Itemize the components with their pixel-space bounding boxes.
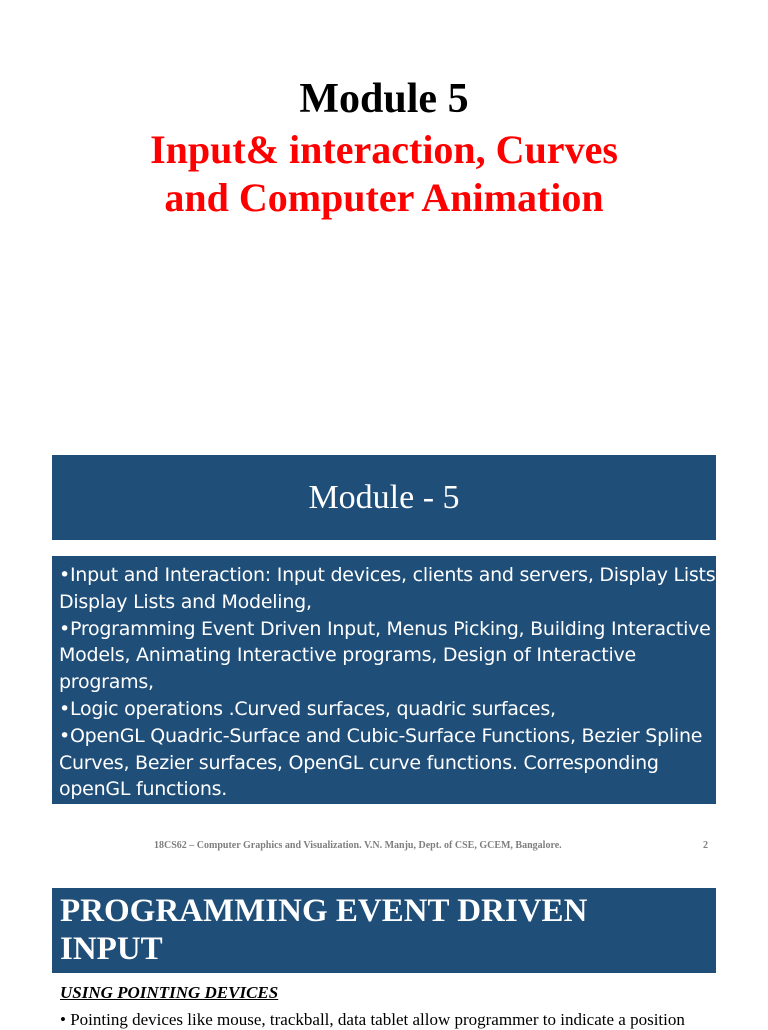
topic-line: •OpenGL Quadric-Surface and Cubic-Surface Functions, Bezier Spline — [59, 724, 703, 747]
section-title-line-1: PROGRAMMING EVENT DRIVEN — [60, 893, 588, 929]
topic-line: Models, Animating Interactive programs, Design of Interactive — [59, 644, 636, 667]
subheading: USING POINTING DEVICES — [60, 983, 279, 1002]
topic-line: •Input and Interaction: Input devices, clients and servers, Display Lists, — [59, 564, 722, 586]
section-title-line-2: INPUT — [60, 931, 163, 967]
topic-line: •Logic operations .Curved surfaces, quadric surfaces, — [59, 697, 556, 720]
module-title: Module 5 — [299, 76, 469, 122]
slide-footer — [0, 840, 768, 854]
bullet-item: • Pointing devices like mouse, trackball, data tablet allow programmer to indicate a position — [60, 1010, 685, 1029]
topic-line: Curves, Bezier surfaces, OpenGL curve functions. Corresponding — [59, 751, 659, 774]
module-subtitle — [0, 126, 768, 222]
module-subtitle-line-1: Input& interaction, Curves — [150, 127, 618, 172]
topics-box — [52, 556, 722, 804]
footer-text: 18CS62 – Computer Graphics and Visualization. V.N. Manju, Dept. of CSE, GCEM, Bangalore. — [154, 840, 562, 851]
section-title-box — [52, 888, 716, 973]
topic-line: programs, — [59, 671, 154, 694]
page-number: 2 — [703, 840, 708, 851]
module-header-text: Module - 5 — [308, 478, 460, 516]
module-header-box — [52, 455, 716, 540]
topic-line: openGL functions. — [59, 778, 228, 801]
topic-line: Display Lists and Modeling, — [59, 590, 312, 613]
topic-line: •Programming Event Driven Input, Menus Picking, Building Interactive — [59, 617, 711, 640]
module-subtitle-line-2: and Computer Animation — [164, 175, 604, 220]
